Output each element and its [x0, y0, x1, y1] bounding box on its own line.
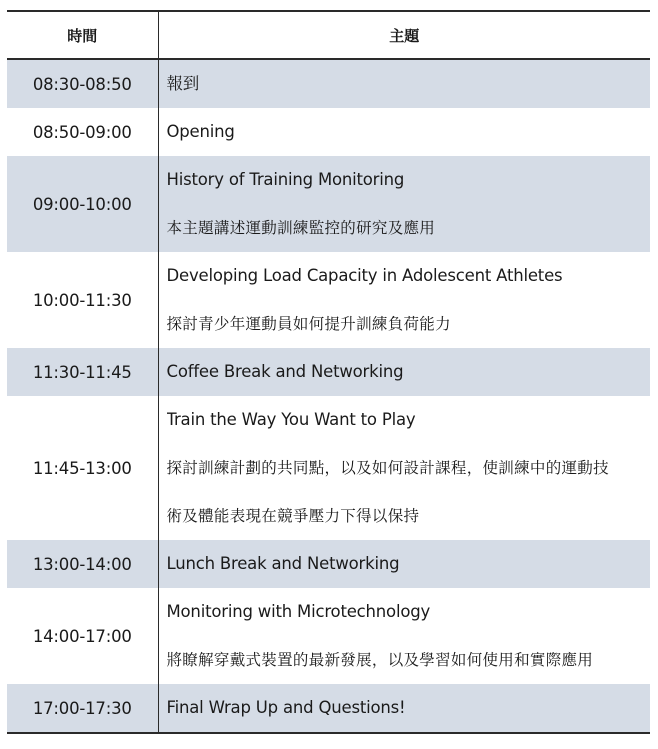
schedule-row	[7, 396, 650, 540]
session-title: Lunch Break and Networking	[166, 554, 400, 573]
session-title: Train the Way You Want to Play	[166, 410, 416, 429]
session-time: 17:00-17:30	[7, 684, 158, 733]
session-time: 09:00-10:00	[7, 156, 158, 252]
session-time: 11:45-13:00	[7, 396, 158, 540]
session-topic	[158, 588, 650, 684]
header-time: 時間	[7, 11, 158, 59]
header-topic: 主題	[158, 11, 650, 59]
session-description: 探討訓練計劃的共同點，以及如何設計課程，使訓練中的運動技	[166, 459, 609, 477]
session-topic	[158, 156, 650, 252]
session-title: Monitoring with Microtechnology	[166, 602, 431, 621]
schedule-row	[7, 540, 650, 588]
session-topic	[158, 396, 650, 540]
session-time: 14:00-17:00	[7, 588, 158, 684]
header-row	[7, 11, 650, 59]
schedule-row	[7, 684, 650, 733]
session-topic	[158, 684, 650, 733]
session-time: 13:00-14:00	[7, 540, 158, 588]
session-title: Opening	[166, 122, 235, 141]
session-topic	[158, 59, 650, 108]
session-title: Final Wrap Up and Questions!	[166, 698, 406, 717]
session-time: 08:50-09:00	[7, 108, 158, 156]
session-title: History of Training Monitoring	[166, 170, 405, 189]
schedule-row	[7, 588, 650, 684]
session-topic	[158, 348, 650, 396]
session-time: 10:00-11:30	[7, 252, 158, 348]
schedule-header	[7, 11, 650, 59]
session-title: Developing Load Capacity in Adolescent Athletes	[166, 266, 563, 285]
session-topic	[158, 540, 650, 588]
schedule-row	[7, 156, 650, 252]
session-time: 11:30-11:45	[7, 348, 158, 396]
session-title: Coffee Break and Networking	[166, 362, 404, 381]
schedule-row	[7, 59, 650, 108]
session-title: 報到	[166, 74, 200, 93]
schedule-row	[7, 252, 650, 348]
session-topic	[158, 108, 650, 156]
schedule-table	[7, 10, 650, 734]
schedule-row	[7, 108, 650, 156]
session-topic	[158, 252, 650, 348]
schedule-row	[7, 348, 650, 396]
session-description: 術及體能表現在競爭壓力下得以保持	[166, 507, 420, 525]
session-description: 本主題講述運動訓練監控的研究及應用	[166, 219, 436, 237]
schedule-body	[7, 59, 650, 733]
session-description: 探討青少年運動員如何提升訓練負荷能力	[166, 315, 451, 333]
session-description: 將瞭解穿戴式裝置的最新發展，以及學習如何使用和實際應用	[166, 651, 594, 669]
session-time: 08:30-08:50	[7, 59, 158, 108]
